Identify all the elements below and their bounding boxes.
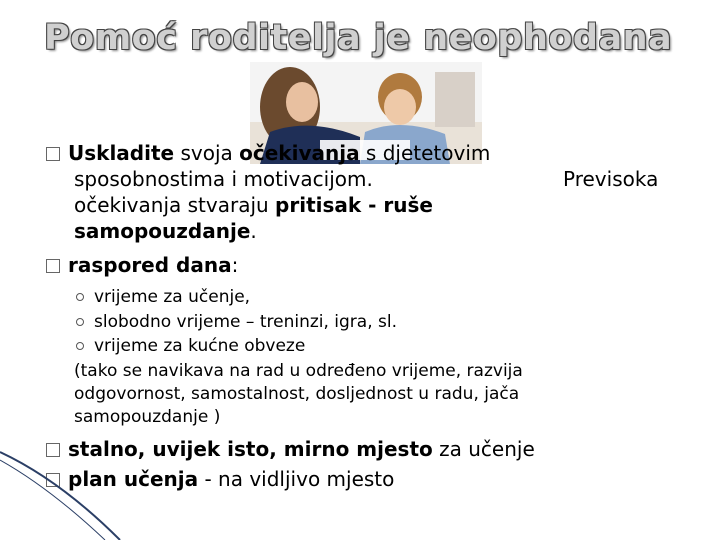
note-line-3: samopouzdanje ) [74, 407, 221, 427]
ring-bullet-icon [76, 318, 84, 326]
bullet-expectations-line3: očekivanja stvaraju pritisak - ruše [74, 193, 433, 217]
keyword-ocekivanja: očekivanja [239, 141, 360, 165]
checkbox-bullet-icon [46, 259, 60, 273]
decorative-curve [0, 440, 140, 540]
ring-bullet-icon [76, 342, 84, 350]
bullet-expectations-line2: sposobnostima i motivacijom. [74, 167, 373, 191]
note-line-2: odgovornost, samostalnost, dosljednost u radu, jača [74, 384, 520, 404]
sub-item-study-time: vrijeme za učenje, [76, 287, 250, 308]
bullet-expectations-line2-right: Previsoka [563, 167, 659, 191]
page-title: Pomoć roditelja je neophodana [44, 18, 673, 58]
sub-item-free-time: slobodno vrijeme – treninzi, igra, sl. [76, 312, 397, 333]
bullet-expectations: Uskladite svoja očekivanja s djetetovim [46, 140, 490, 166]
ring-bullet-icon [76, 293, 84, 301]
bullet-expectations-line4: samopouzdanje. [74, 219, 257, 243]
bullet-daily-schedule: raspored dana: [46, 252, 238, 278]
checkbox-bullet-icon [46, 147, 60, 161]
bullet-study-place: stalno, uvijek isto, mirno mjesto za učenje [46, 436, 535, 462]
bullet-study-plan: plan učenja - na vidljivo mjesto [46, 466, 394, 492]
sub-item-chores: vrijeme za kućne obveze [76, 336, 305, 357]
keyword-uskladite: Uskladite [68, 141, 175, 165]
note-line-1: (tako se navikava na rad u određeno vrijeme, razvija [74, 361, 523, 381]
